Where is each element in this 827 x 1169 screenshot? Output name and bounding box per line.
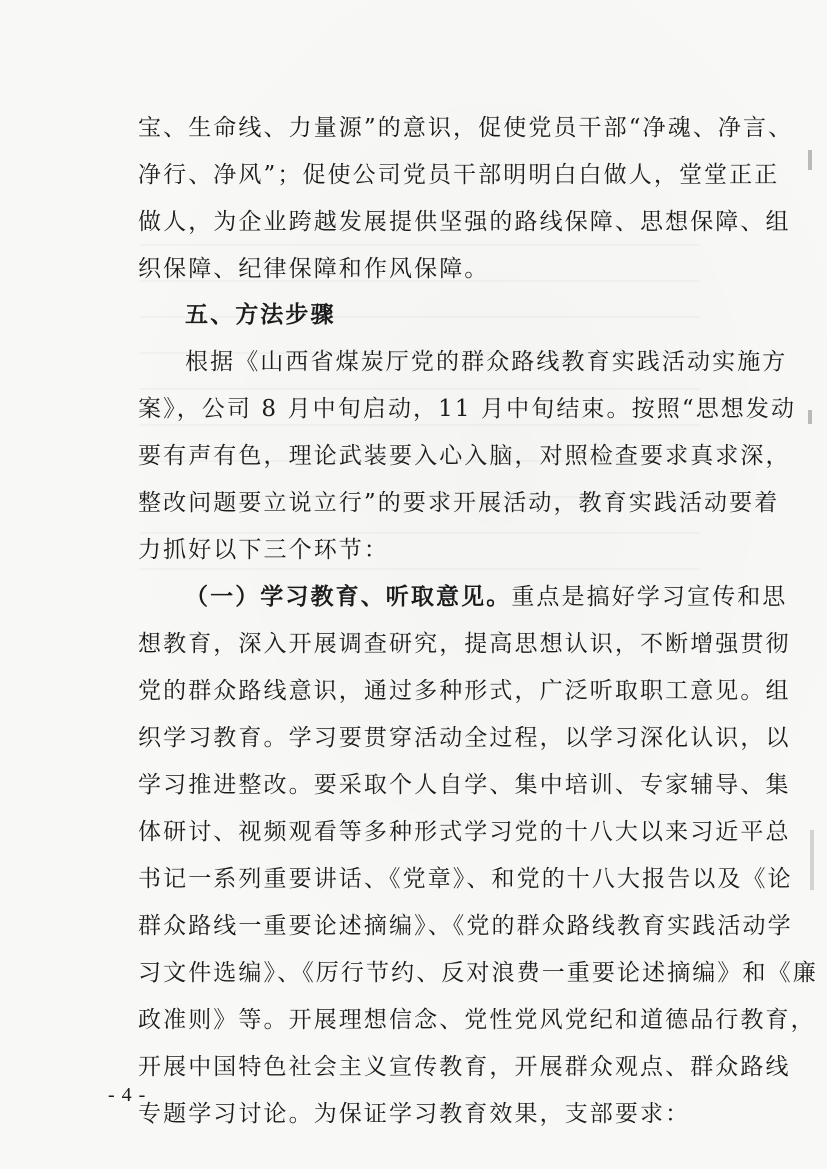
subsection-line: 习文件选编》、《厉行节约、反对浪费一重要论述摘编》和《廉 [138,960,818,986]
subsection-line: 专题学习讨论。为保证学习教育效果，支部要求： [138,1101,691,1127]
paragraph-line: 案》，公司 8 月中旬启动，11 月中旬结束。按照“思想发动 [138,396,797,422]
subsection-line: 体研讨、视频观看等多种形式学习党的十八大以来习近平总 [138,819,791,845]
text-line: 织保障、纪律保障和作风保障。 [138,256,490,282]
scan-edge-mark [810,830,814,890]
subsection-label: （一）学习教育、听取意见。 [185,583,512,610]
paragraph-line: 力抓好以下三个环节： [138,537,389,563]
subsection-line: 织学习教育。学习要贯穿活动全过程，以学习深化认识，以 [138,725,791,751]
text-line: 做人，为企业跨越发展提供坚强的路线保障、思想保障、组 [138,209,791,235]
paragraph-line: 要有声有色，理论武装要入心入脑，对照检查要求真求深， [138,443,791,469]
subsection-line: 党的群众路线意识，通过多种形式，广泛听取职工意见。组 [138,678,791,704]
paragraph-line: 根据《山西省煤炭厅党的群众路线教育实践活动实施方 [185,349,788,375]
subsection-first-line-text: 重点是搞好学习宣传和思 [511,584,788,610]
scan-edge-mark [808,150,812,170]
subsection-line: 群众路线一重要论述摘编》、《党的群众路线教育实践活动学 [138,913,793,939]
text-line: 宝、生命线、力量源”的意识，促使党员干部“净魂、净言、 [138,115,794,141]
subsection-first-line [185,582,788,612]
subsection-line: 书记一系列重要讲话、《党章》、和党的十八大报告以及《论 [138,866,793,892]
subsection-line: 学习推进整改。要采取个人自学、集中培训、专家辅导、集 [138,772,791,798]
subsection-line: 政准则》等。开展理想信念、党性党风党纪和道德品行教育， [138,1007,816,1033]
page-number: - 4 - [108,1084,147,1106]
paragraph-line: 整改问题要立说立行”的要求开展活动，教育实践活动要着 [138,490,780,516]
scan-edge-mark [808,410,812,424]
section-heading: 五、方法步骤 [185,301,336,328]
text-line: 净行、净风”；促使公司党员干部明明白白做人，堂堂正正 [138,162,780,188]
subsection-line: 开展中国特色社会主义宣传教育，开展群众观点、群众路线 [138,1054,791,1080]
subsection-line: 想教育，深入开展调查研究，提高思想认识，不断增强贯彻 [138,631,791,657]
